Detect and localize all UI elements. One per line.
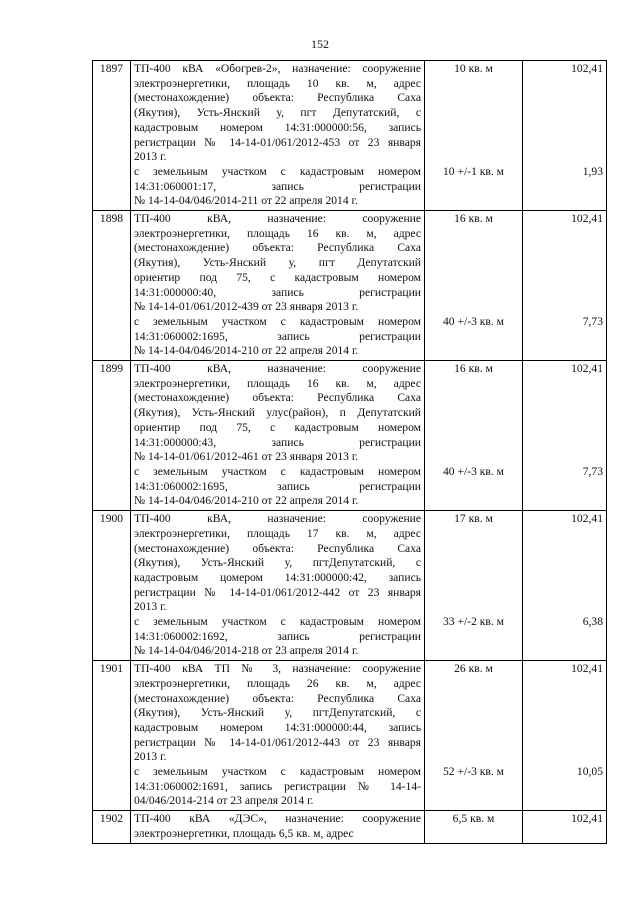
building-description-line: ТП-400 кВА, назначение: сооружение [134, 512, 421, 526]
building-description-line: электроэнергетики, площадь 17 кв. м, адрес [134, 526, 421, 540]
value-cell-land: 1,93 [582, 164, 603, 178]
value-cell-land: 10,05 [576, 765, 603, 779]
building-description-line: (местонахождение) объекта: Республика Саха [134, 541, 421, 555]
area-cell [425, 361, 523, 511]
object-description [131, 661, 425, 811]
value-cell-land: 6,38 [582, 614, 603, 628]
building-description-line: 14:31:000000:43, запись регистрации [134, 435, 421, 449]
object-description [131, 361, 425, 511]
object-description [131, 511, 425, 661]
building-description-line: 2013 г. [134, 150, 167, 164]
area-cell [425, 511, 523, 661]
building-description-line: (Якутия), Усть-Янский у, пгт Депутатский [134, 256, 421, 270]
object-description [131, 211, 425, 361]
area-cell [425, 61, 523, 211]
area-cell-building: 10 кв. м [454, 62, 493, 75]
table-row [93, 811, 607, 843]
value-cell [523, 511, 607, 661]
land-plot-description-line: № 14-14-04/046/2014-218 от 23 апреля 2014 г. [134, 644, 359, 658]
building-description-line: (Якутия), Усть-Янский у, пгт Депутатский, с [134, 106, 421, 120]
value-cell-land: 7,73 [582, 314, 603, 328]
building-description-line: электроэнергетики, площадь 26 кв. м, адрес [134, 676, 421, 690]
value-cell-building: 102,41 [571, 812, 603, 826]
building-description-line: ТП-400 кВА ТП № 3, назначение: сооружение [134, 662, 421, 676]
area-cell-building: 26 кв. м [454, 662, 493, 676]
row-number: 1897 [93, 61, 131, 211]
row-number: 1900 [93, 511, 131, 661]
land-plot-description-line: № 14-14-04/046/2014-211 от 22 апреля 2014 г. [134, 194, 358, 208]
building-description-line: (местонахождение) объекта: Республика Саха [134, 91, 421, 105]
land-plot-description-line: 04/046/2014-214 от 23 апреля 2014 г. [134, 794, 314, 808]
property-registry-table [92, 60, 607, 844]
land-plot-description-line: с земельным участком с кадастровым номером [134, 314, 421, 328]
building-description-line: (местонахождение) объекта: Республика Саха [134, 691, 421, 705]
building-description-line: кадастровым цомером 14:31:000000:42, запись [134, 570, 421, 584]
building-description-line: (местонахождение) объекта: Республика Саха [134, 241, 421, 255]
value-cell [523, 61, 607, 211]
land-plot-description-line: № 14-14-04/046/2014-210 от 22 апреля 2014 г. [134, 344, 359, 358]
table-row [93, 211, 607, 361]
row-number: 1902 [93, 811, 131, 843]
building-description-line: электроэнергетики, площадь 16 кв. м, адрес [134, 226, 421, 240]
area-cell [425, 661, 523, 811]
land-plot-description-line: 14:31:060001:17, запись регистрации [134, 179, 421, 193]
building-description-line: кадастровым номером 14:31:000000:44, запись [134, 720, 421, 734]
building-description-line: (местонахождение) объекта: Республика Саха [134, 391, 421, 405]
object-description [131, 811, 425, 843]
land-plot-description-line: 14:31:060002:1695, запись регистрации [134, 479, 421, 493]
building-description-line: ТП-400 кВА, назначение: сооружение [134, 212, 421, 226]
value-cell [523, 661, 607, 811]
land-plot-description-line: с земельным участком с кадастровым номером [134, 765, 421, 779]
area-cell-building: 6,5 кв. м [452, 812, 495, 826]
land-plot-description-line: с земельным участком с кадастровым номером [134, 464, 421, 478]
table-row [93, 511, 607, 661]
area-cell-building: 16 кв. м [454, 212, 493, 226]
building-description-line: (Якутия), Усть-Янский у, пгтДепутатский, с [134, 706, 421, 720]
area-cell [425, 211, 523, 361]
building-description-line: электроэнергетики, площадь 6,5 кв. м, адрес [134, 826, 354, 840]
value-cell-building: 102,41 [571, 362, 603, 376]
area-cell-land: 33 +/-2 кв. м [442, 614, 505, 628]
table-row [93, 361, 607, 511]
building-description-line: регистрации № 14-14-01/061/2012-442 от 23 января [134, 585, 421, 599]
row-number: 1901 [93, 661, 131, 811]
building-description-line: 14:31:000000:40, запись регистрации [134, 285, 421, 299]
building-description-line: регистрации № 14-14-01/061/2012-453 от 23 января [134, 135, 421, 149]
value-cell-building: 102,41 [571, 212, 603, 226]
area-cell-land: 10 +/-1 кв. м [442, 164, 505, 178]
building-description-line: электроэнергетики, площадь 10 кв. м, адрес [134, 76, 421, 90]
building-description-line: ТП-400 кВА «ДЭС», назначение: сооружение [134, 812, 421, 826]
value-cell-building: 102,41 [571, 512, 603, 526]
row-number: 1898 [93, 211, 131, 361]
value-cell [523, 361, 607, 511]
building-description-line: кадастровым номером 14:31:000000:56, запись [134, 120, 421, 134]
building-description-line: (Якутия), Усть-Янский улус(район), п Депутатский [134, 406, 421, 420]
building-description-line: № 14-14-01/061/2012-461 от 23 января 2013 г. [134, 450, 359, 464]
table-row [93, 661, 607, 811]
land-plot-description-line: 14:31:060002:1691, запись регистрации № 14-14- [134, 779, 421, 793]
value-cell-land: 7,73 [582, 464, 603, 478]
value-cell [523, 811, 607, 843]
area-cell [425, 811, 523, 843]
value-cell-building: 102,41 [571, 662, 603, 676]
land-plot-description-line: с земельным участком с кадастровым номером [134, 615, 421, 629]
page-number: 152 [311, 37, 329, 51]
area-cell-land: 52 +/-3 кв. м [442, 765, 505, 779]
building-description-line: ориентир под 75, с кадастровым номером [134, 270, 421, 284]
building-description-line: 2013 г. [134, 600, 167, 614]
land-plot-description-line: 14:31:060002:1695, запись регистрации [134, 329, 421, 343]
area-cell-building: 17 кв. м [454, 512, 493, 526]
value-cell [523, 211, 607, 361]
land-plot-description-line: № 14-14-04/046/2014-210 от 22 апреля 2014 г. [134, 494, 359, 508]
area-cell-land: 40 +/-3 кв. м [442, 314, 505, 328]
land-plot-description-line: 14:31:060002:1692, запись регистрации [134, 629, 421, 643]
object-description [131, 61, 425, 211]
building-description-line: электроэнергетики, площадь 16 кв. м, адрес [134, 376, 421, 390]
land-plot-description-line: с земельным участком с кадастровым номером [134, 164, 421, 178]
building-description-line: ориентир под 75, с кадастровым номером [134, 420, 421, 434]
value-cell-building: 102,41 [571, 62, 603, 75]
building-description-line: 2013 г. [134, 750, 167, 764]
area-cell-land: 40 +/-3 кв. м [442, 464, 505, 478]
building-description-line: регистрации № 14-14-01/061/2012-443 от 23 января [134, 735, 421, 749]
building-description-line: № 14-14-01/061/2012-439 от 23 января 2013 г. [134, 300, 359, 314]
area-cell-building: 16 кв. м [454, 362, 493, 376]
building-description-line: ТП-400 кВА «Обогрев-2», назначение: сооружение [134, 62, 421, 75]
row-number: 1899 [93, 361, 131, 511]
table-row [93, 61, 607, 211]
building-description-line: ТП-400 кВА, назначение: сооружение [134, 362, 421, 376]
building-description-line: (Якутия), Усть-Янский у, пгтДепутатский, с [134, 556, 421, 570]
